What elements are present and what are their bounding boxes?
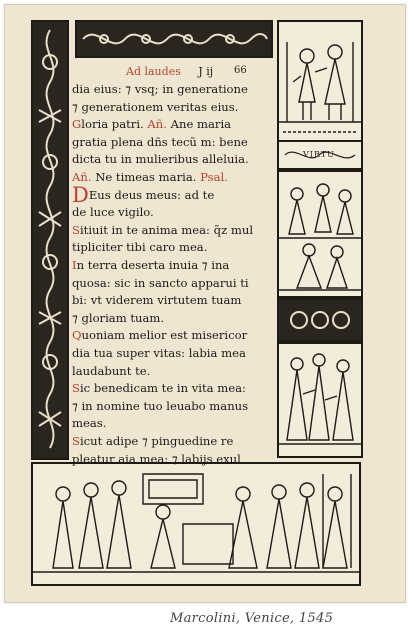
rubric-segment: S <box>72 222 80 237</box>
left-ornamental-border <box>31 20 69 460</box>
text-line <box>72 397 248 416</box>
text-line <box>72 168 228 187</box>
text-segment: Ane maria <box>166 117 232 132</box>
rubric-segment: D <box>72 182 89 207</box>
office-heading <box>126 62 213 81</box>
text-segment: Ne timeas maria. <box>91 170 201 184</box>
page-number: 66 <box>234 65 247 76</box>
text-segment: dia eius: ⁊ vsq; in generatione <box>72 82 248 96</box>
text-segment: ⁊ gloriam tuam. <box>72 310 165 325</box>
text-segment: dia tua super vitas: labia mea <box>72 346 246 360</box>
latin-text-block <box>70 80 274 476</box>
text-segment: Eus deus meus: ad te <box>88 187 215 202</box>
woodcut-top-right <box>277 20 363 142</box>
rubric-segment: Añ. <box>72 170 92 184</box>
text-line <box>72 203 154 222</box>
text-segment: pleatur aia mea: ⁊ labijs exul <box>72 451 241 466</box>
text-line <box>72 432 233 451</box>
text-line <box>72 291 241 310</box>
text-segment: meas. <box>72 416 107 431</box>
text-line <box>72 133 248 152</box>
rubric-segment: S <box>72 381 80 396</box>
heading-rubric: Ad laudes <box>126 65 181 78</box>
top-ornamental-band <box>75 20 273 58</box>
virtue-label: VIRTU <box>303 150 335 159</box>
text-segment: icut adipe ⁊ pinguedine re <box>79 434 234 448</box>
heading-mark: J ij <box>198 65 214 78</box>
text-line <box>72 80 248 99</box>
text-segment: de luce vigilo. <box>72 205 154 220</box>
rubric-segment: G <box>72 117 82 132</box>
text-line <box>72 182 215 207</box>
woodcut-bottom-scene <box>31 462 361 586</box>
text-line <box>72 309 164 328</box>
text-segment: quosa: sic in sancto apparui ti <box>72 275 249 290</box>
text-segment: gratia plena dñs tecũ m: bene <box>72 134 248 149</box>
text-segment: loria patri. <box>81 117 148 132</box>
rubric-segment: Añ. <box>147 117 167 132</box>
text-line <box>72 150 249 169</box>
text-segment: ⁊ generationem veritas eius. <box>72 99 239 114</box>
text-line <box>72 115 231 134</box>
text-segment: n terra deserta inuia ⁊ ina <box>76 258 230 272</box>
text-line <box>72 256 229 275</box>
text-segment: uoniam melior est misericor <box>81 328 248 343</box>
text-segment: ⁊ in nomine tuo leuabo manus <box>72 398 249 413</box>
text-segment: bi: vt viderem virtutem tuam <box>72 293 242 308</box>
text-segment: dicta tu in mulieribus alleluia. <box>72 152 249 167</box>
rubric-segment: I <box>72 258 77 272</box>
text-line <box>72 274 249 293</box>
text-line <box>72 238 207 257</box>
text-line <box>72 379 246 398</box>
text-line <box>72 326 247 345</box>
woodcut-middle-right <box>277 170 363 298</box>
text-line <box>72 221 253 240</box>
rubric-segment: Psal. <box>200 170 228 184</box>
handwritten-caption: Marcolini, Venice, 1545 <box>170 611 334 626</box>
ornament-square-right <box>277 298 363 342</box>
woodcut-lower-right <box>277 342 363 458</box>
text-line <box>72 414 106 433</box>
text-line <box>72 362 150 381</box>
text-line <box>72 98 238 117</box>
text-segment: ic benedicam te in vita mea: <box>79 381 246 396</box>
text-line <box>72 344 246 363</box>
text-segment: laudabunt te. <box>72 363 151 378</box>
rubric-segment: S <box>72 434 80 448</box>
text-line <box>72 450 241 469</box>
rubric-segment: Q <box>72 328 82 343</box>
text-segment: tipliciter tibi caro mea. <box>72 240 208 255</box>
text-segment: itiuit in te anima mea: q̃z mul <box>79 222 254 237</box>
